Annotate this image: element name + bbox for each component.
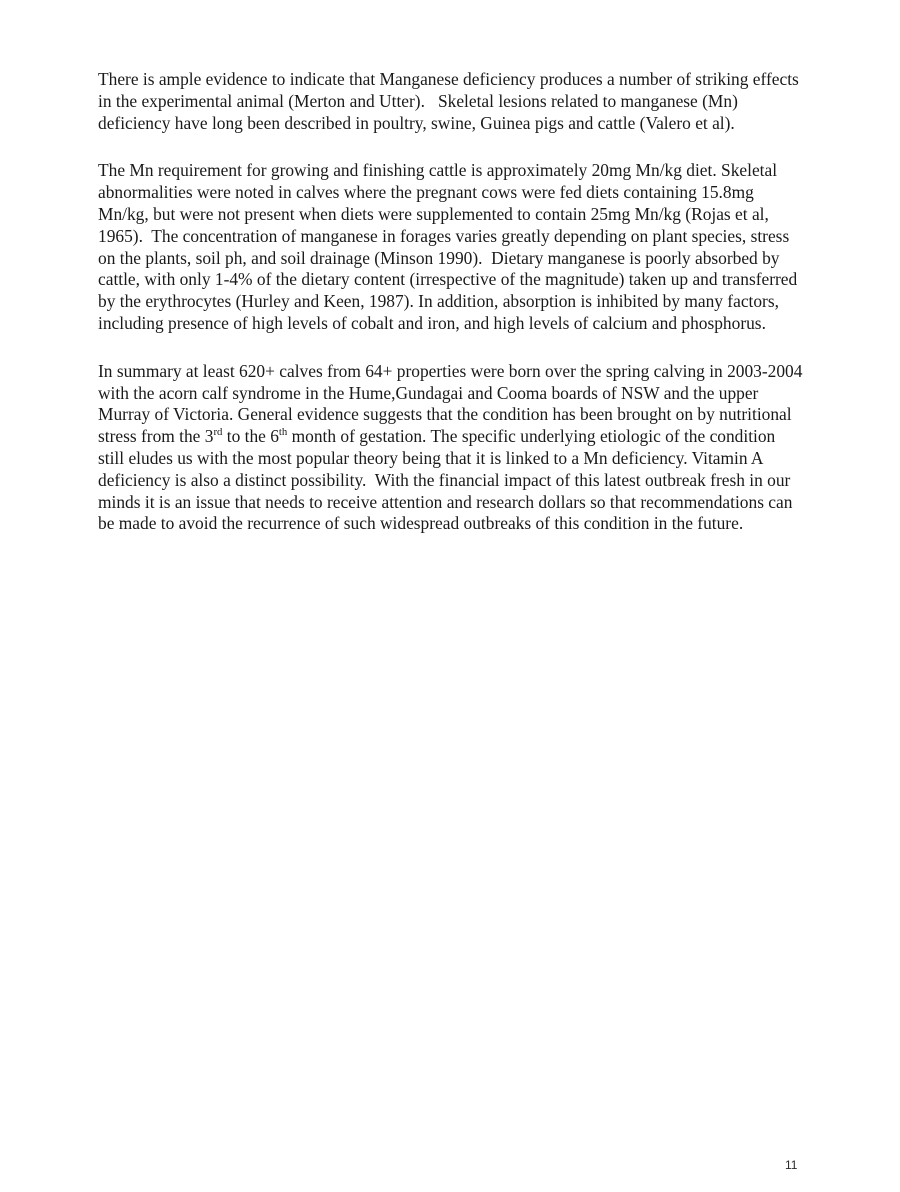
paragraph-summary [98,360,807,535]
paragraph-manganese-evidence: There is ample evidence to indicate that Manganese deficiency produces a number of striking effects in the experimental animal (Merton and Utter). Skeletal lesions related to manganese (Mn) deficiency have long been described in poultry, swine, Guinea pigs and cattle (Valero et al). [98,69,804,133]
ordinal-superscript-th: th [278,426,288,439]
summary-segment-1: In summary at least 620+ calves from 64+ properties were born over the spring calving in 2003-2004 with the acorn calf syndrome in the Hume,Gundagai and Cooma boards of NSW and the upper Murray of Victoria. General evidence suggests that the condition has been brought on by nutritional stress from the 3 [98,360,807,447]
page-number: 11 [785,1158,798,1172]
summary-segment-3: month of gestation. The specific underlying etiologic of the condition still eludes us with the most popular theory being that it is linked to a Mn deficiency. Vitamin A deficiency is also a distinct possibility. With the financial impact of this latest outbreak fresh in our minds it is an issue that needs to receive attention and research dollars so that recommendations can be made to avoid the recurrence of such widespread outbreaks of this condition in the future. [98,426,797,534]
summary-segment-2: to the 6 [222,426,279,447]
document-body [98,69,807,561]
paragraph-mn-requirement: The Mn requirement for growing and finishing cattle is approximately 20mg Mn/kg diet. Skeletal abnormalities were noted in calves where the pregnant cows were fed diets containing 15.8mg Mn/kg, but were not present when diets were supplemented to contain 25mg Mn/kg (Rojas et al, 1965). The concentration of manganese in forages varies greatly depending on plant species, stress on the plants, soil ph, and soil drainage (Minson 1990). Dietary manganese is poorly absorbed by cattle, with only 1-4% of the dietary content (irrespective of the magnitude) taken up and transferred by the erythrocytes (Hurley and Keen, 1987). In addition, absorption is inhibited by many factors, including presence of high levels of cobalt and iron, and high levels of calcium and phosphorus. [98,160,802,333]
ordinal-superscript-rd: rd [213,426,223,439]
